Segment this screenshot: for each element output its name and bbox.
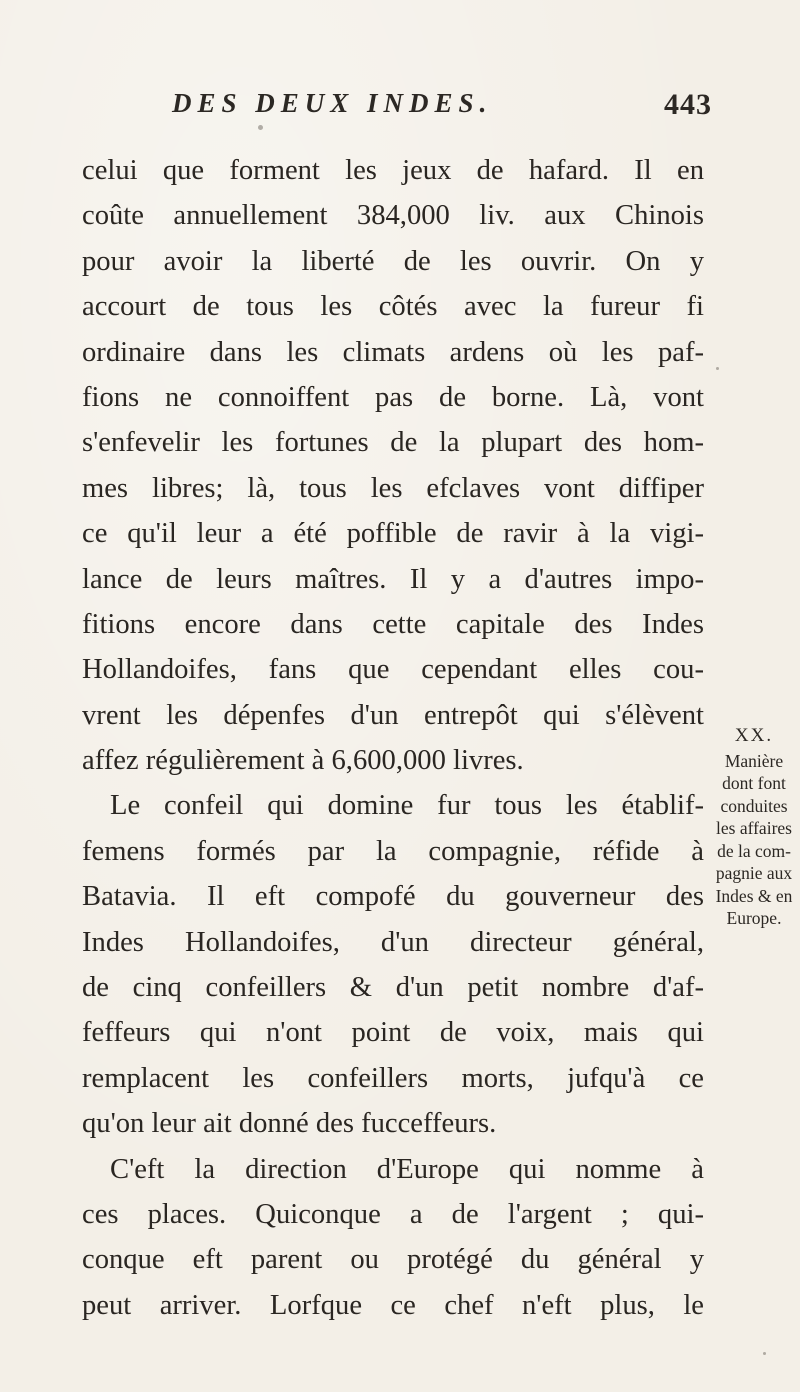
text-line: fions ne connoiffent pas de borne. Là, vont — [82, 381, 704, 413]
margin-note-line: conduites — [720, 795, 788, 816]
text-line: qu'on leur ait donné des fucceffeurs. — [82, 1108, 497, 1140]
text-line: mes libres; là, tous les efclaves vont diffiper — [82, 472, 704, 504]
running-title: DES DEUX INDES. — [172, 88, 493, 118]
text-line: pour avoir la liberté de les ouvrir. On y — [82, 245, 704, 277]
paper-speck — [716, 367, 719, 370]
margin-note-line: Europe. — [726, 908, 782, 928]
main-text — [82, 148, 704, 1328]
text-line: vrent les dépenfes d'un entrepôt qui s'élèvent — [82, 699, 704, 731]
text-line: Hollandoifes, fans que cependant elles cou- — [82, 654, 704, 686]
text-line: lance de leurs maîtres. Il y a d'autres impo- — [82, 563, 704, 595]
margin-note-number: XX. — [734, 725, 774, 746]
text-line: de cinq confeillers & d'un petit nombre d'af- — [82, 972, 704, 1004]
margin-note-line: Manière — [724, 750, 784, 771]
text-line: celui que forment les jeux de hafard. Il en — [82, 155, 704, 186]
text-line: coûte annuellement 384,000 liv. aux Chinois — [82, 200, 704, 232]
running-header — [172, 88, 712, 136]
margin-note-line: de la com- — [717, 840, 791, 861]
text-line: peut arriver. Lorfque ce chef n'eft plus, le — [82, 1289, 704, 1321]
paper-speck — [763, 1352, 766, 1355]
page-number: 443 — [664, 88, 712, 121]
margin-note-line: pagnie aux — [715, 863, 793, 883]
text-line: feffeurs qui n'ont point de voix, mais qui — [82, 1017, 704, 1049]
text-line: affez régulièrement à 6,600,000 livres. — [82, 745, 524, 777]
text-line: Indes Hollandoifes, d'un directeur général, — [82, 926, 704, 958]
text-line: accourt de tous les côtés avec la fureur fi — [82, 291, 704, 323]
text-line: remplacent les confeillers morts, jufqu'à ce — [82, 1062, 704, 1094]
text-line: conque eft parent ou protégé du général y — [82, 1244, 704, 1276]
text-line: s'enfevelir les fortunes de la plupart des hom- — [82, 427, 704, 459]
text-line: C'eft la direction d'Europe qui nomme à — [110, 1153, 704, 1185]
text-line: fitions encore dans cette capitale des Indes — [82, 608, 704, 640]
text-line: ordinaire dans les climats ardens où les paf- — [82, 336, 704, 368]
text-line: ces places. Quiconque a de l'argent ; qui- — [82, 1198, 704, 1230]
text-line: Batavia. Il eft compofé du gouverneur des — [82, 881, 704, 913]
margin-note-line: dont font — [722, 773, 786, 793]
margin-note — [708, 725, 800, 930]
text-line: Le confeil qui domine fur tous les établif- — [110, 790, 704, 822]
margin-note-line: les affaires — [716, 818, 792, 838]
margin-note-line: Indes & en — [715, 885, 793, 906]
text-line: ce qu'il leur a été poffible de ravir à la vigi- — [82, 518, 704, 550]
text-line: femens formés par la compagnie, réfide à — [82, 835, 704, 867]
paper-speck — [258, 125, 263, 130]
